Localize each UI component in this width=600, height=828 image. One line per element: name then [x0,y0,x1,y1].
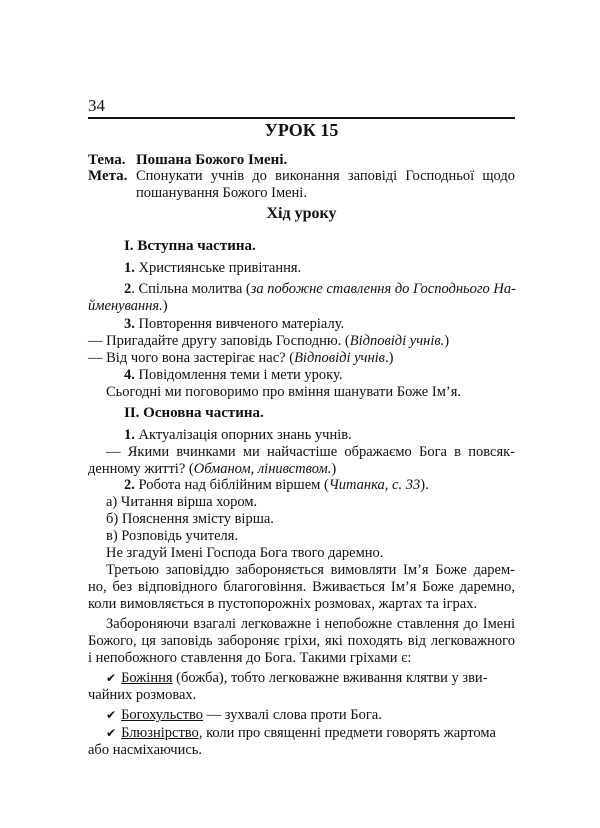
item-text: Повторення вивченого матеріалу. [134,316,345,332]
sec2-step-b: б) Пояснення змісту вірша. [106,511,274,527]
sec1-question-1 [88,333,515,350]
sec2-question-line-2 [88,461,515,478]
tema-text: Пошана Божого Імені. [136,152,288,168]
item-text: Християнське привітання. [134,260,302,276]
item-number: 2 [124,281,132,297]
question-close: ) [444,333,450,349]
lesson-title: УРОК 15 [264,120,339,140]
sin-description: — зухвалі слова проти Бога. [203,707,382,723]
sec1-question-2 [88,350,515,367]
sin-1 [106,670,515,687]
section-2-title: II. Основна частина. [124,405,264,421]
sin-term: Божіння [121,670,173,686]
answer-italic: Відповіді учнів. [349,333,445,349]
sec1-item-4 [124,367,515,384]
check-mark-icon: ✔ [106,726,117,740]
meta-line-2: пошанування Божого Імені. [136,185,307,201]
item-italic: йменування. [88,298,163,314]
sec2-step-a: а) Читання вірша хором. [106,494,258,510]
question-text: — Пригадайте другу заповідь Господню. ( [88,333,350,349]
question-text: — Від чого вона застерігає нас? ( [88,350,295,366]
sec1-item-1 [124,260,515,277]
sec2-verse: Не згадуй Імені Господа Бога твого даремно. [106,545,384,561]
sec1-item-3 [124,316,515,333]
item-number: 2. [124,477,135,493]
item-italic: за побожне ставлення до Господнього На- [250,281,516,297]
sec1-item-2 [124,281,515,298]
paragraph-1-line-1: Третьою заповіддю забороняється вимовляти Ім’я Боже дарем- [106,562,515,578]
sin-term: Блюзнірство [121,725,199,741]
sin-description: , коли про священні предмети говорять жартома [198,725,496,741]
item-text: Робота над біблійним віршем ( [134,477,329,493]
sin-term: Богохульство [121,707,204,723]
sec1-today: Сьогодні ми поговоримо про вміння шанувати Боже Ім’я. [106,384,461,400]
check-mark-icon: ✔ [106,671,117,685]
paragraph-1-line-3: коли вимовляється в пустопорожніх розмовах, жартах та іграх. [88,596,478,612]
sin-description: (божба), тобто легковажне вживання клятви у зви- [172,670,488,686]
item-number: 1. [124,260,135,276]
answer-italic: Відповіді учнів [294,350,385,366]
question-close: .) [384,350,394,366]
tema-label: Тема. [88,152,126,168]
item-italic: Читанка, с. 33 [328,477,421,493]
item-number: 4. [124,367,135,383]
question-text: денному житті? ( [88,461,194,477]
check-mark-icon: ✔ [106,708,117,722]
paragraph-2-line-3: і непобожного ставлення до Бога. Такими гріхами є: [88,650,412,666]
sin-3 [106,725,515,742]
progress-title: Хід уроку [266,205,337,222]
sec2-step-c: в) Розповідь учителя. [106,528,239,544]
meta-line-1: Спонукати учнів до виконання заповіді Господньої щодо [136,168,515,184]
sin-1-cont: чайних розмовах. [88,687,197,703]
item-text: Повідомлення теми і мети уроку. [134,367,343,383]
question-close: ) [331,461,337,477]
sin-2 [106,707,515,724]
sec1-item-2-cont [88,298,515,315]
section-1-title: I. Вступна частина. [124,238,256,254]
page-number: 34 [88,96,105,115]
sec2-item-2 [124,477,515,494]
item-close: ). [420,477,429,493]
item-number: 1. [124,427,135,443]
item-text: . Спільна молитва ( [131,281,251,297]
answer-italic: Обманом, лінивством. [193,461,332,477]
sec2-question-line-1: — Якими вчинками ми найчастіше ображаємо Бога в повсяк- [106,444,515,460]
item-number: 3. [124,316,135,332]
item-text: Актуалізація опорних знань учнів. [134,427,352,443]
paragraph-1-line-2: но, без відповідного благоговіння. Вживається Ім’я Боже даремно, [88,579,515,595]
sec2-item-1 [124,427,515,444]
sin-3-cont: або насміхаючись. [88,742,203,758]
item-close: ) [162,298,168,314]
paragraph-2-line-1: Забороняючи взагалі легковажне і непобожне ставлення до Імені [106,616,515,632]
header-rule [88,117,515,119]
meta-label: Мета. [88,168,128,184]
paragraph-2-line-2: Божого, ця заповідь забороняє гріхи, які походять від легковажного [88,633,515,649]
